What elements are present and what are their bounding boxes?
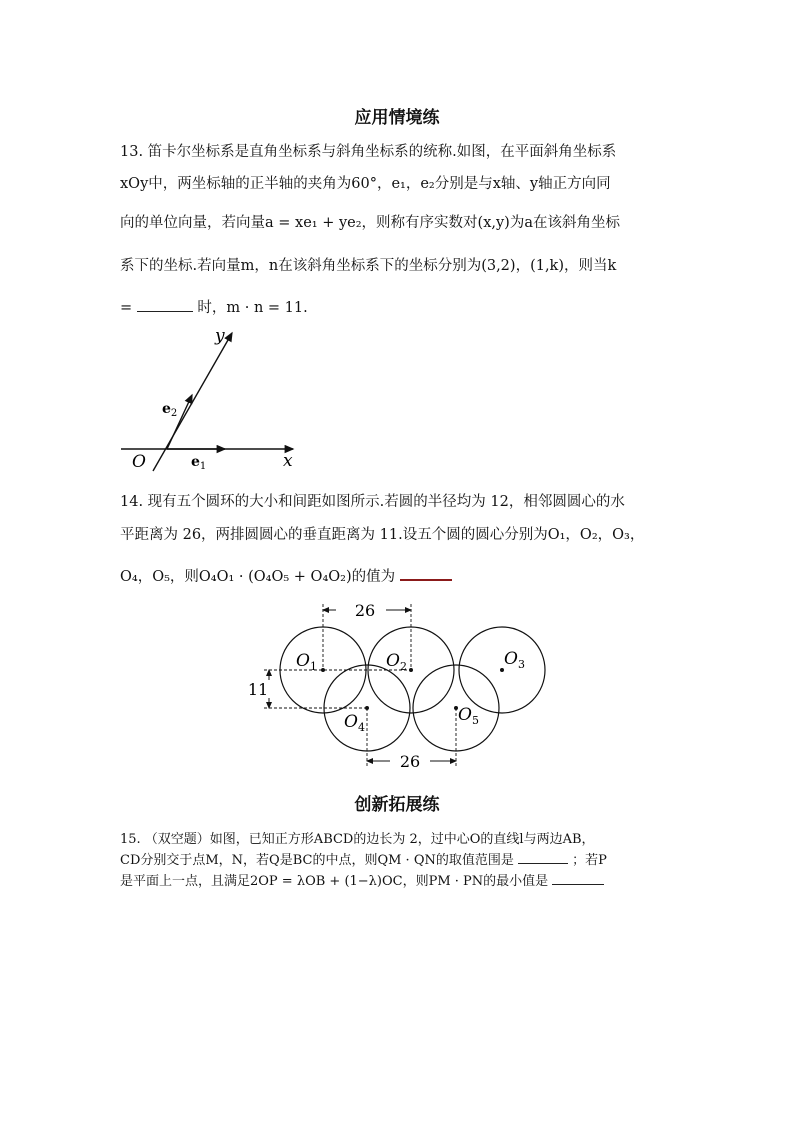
svg-text:e1 [191, 454, 206, 472]
x-axis-label: x [283, 451, 293, 471]
e2-subscript: 2 [170, 408, 178, 419]
q14-line-3-text: O₄，O₅，则O₄O₁ · (O₄O₅ + O₄O₂)的值为 [120, 569, 396, 585]
q13-line-3: 向的单位向量，若向量a = xe₁ + ye₂，则称有序实数对(x,y)为a在该斜角坐标 [120, 215, 620, 231]
e2-label: e [162, 401, 171, 417]
left-dimension-label: 11 [247, 680, 269, 699]
origin-label: O [132, 452, 146, 472]
q14-line-2: 平距离为 26，两排圆圆心的垂直距离为 11.设五个圆的圆心分别为O₁，O₂，O₃， [120, 527, 645, 543]
q15-line-3 [120, 870, 604, 889]
label-o3: O [504, 649, 518, 669]
label-o3-sub: 3 [517, 658, 525, 671]
svg-text:O1 [296, 651, 317, 673]
q13-line-5-suffix: 时，m · n = 11. [197, 300, 308, 316]
q13-equals: = [120, 300, 133, 316]
dashed-guides [264, 604, 456, 768]
q14-answer-blank[interactable] [400, 579, 452, 581]
bottom-dimension-label: 26 [399, 752, 421, 771]
svg-text:O4 [344, 712, 365, 734]
label-o4: O [344, 712, 358, 732]
svg-text:e2 [162, 401, 177, 419]
label-o5: O [458, 705, 472, 725]
five-rings-figure [240, 596, 560, 776]
svg-text:O3 [504, 649, 525, 671]
q15-line-2 [120, 849, 607, 868]
svg-text:O2 [386, 651, 407, 673]
q13-answer-blank[interactable] [137, 311, 193, 312]
q15-line-3-text: 是平面上一点，且满足2OP = λOB + (1−λ)OC，则PM · PN的最小值是 [120, 874, 549, 889]
svg-text:O5 [458, 705, 479, 727]
q13-line-2: xOy中，两坐标轴的正半轴的夹角为60°，e₁，e₂分别是与x轴、y轴正方向同 [120, 176, 611, 192]
label-o5-sub: 5 [471, 714, 479, 727]
oblique-axes-figure [115, 325, 305, 475]
q15-answer-blank-1[interactable] [518, 863, 568, 864]
top-dimension-label: 26 [354, 601, 376, 620]
q14-line-1: 14. 现有五个圆环的大小和间距如图所示.若圆的半径均为 12，相邻圆圆心的水 [120, 494, 625, 510]
e1-label: e [191, 454, 200, 470]
q13-line-5 [120, 296, 308, 317]
q15-line-1: 15. （双空题）如图，已知正方形ABCD的边长为 2，过中心O的直线l与两边AB， [120, 832, 595, 847]
q13-line-4: 系下的坐标.若向量m，n在该斜角坐标系下的坐标分别为(3,2)，(1,k)，则当k [120, 258, 617, 274]
q14-line-3 [120, 565, 452, 586]
e1-subscript: 1 [199, 461, 207, 472]
q15-answer-blank-2[interactable] [552, 884, 604, 885]
q13-line-1: 13. 笛卡尔坐标系是直角坐标系与斜角坐标系的统称.如图，在平面斜角坐标系 [120, 144, 617, 160]
q15-line-2-text: CD分别交于点M，N，若Q是BC的中点，则QM · QN的取值范围是 [120, 853, 514, 868]
q15-line-2-suffix: ；若P [572, 853, 607, 868]
label-o2-sub: 2 [399, 660, 407, 673]
section-title-innovation: 创新拓展练 [354, 795, 440, 815]
label-o2: O [386, 651, 400, 671]
section-title-application: 应用情境练 [354, 108, 440, 128]
label-o1-sub: 1 [309, 660, 317, 673]
y-axis-label: y [215, 326, 225, 346]
label-o1: O [296, 651, 310, 671]
label-o4-sub: 4 [357, 721, 365, 734]
